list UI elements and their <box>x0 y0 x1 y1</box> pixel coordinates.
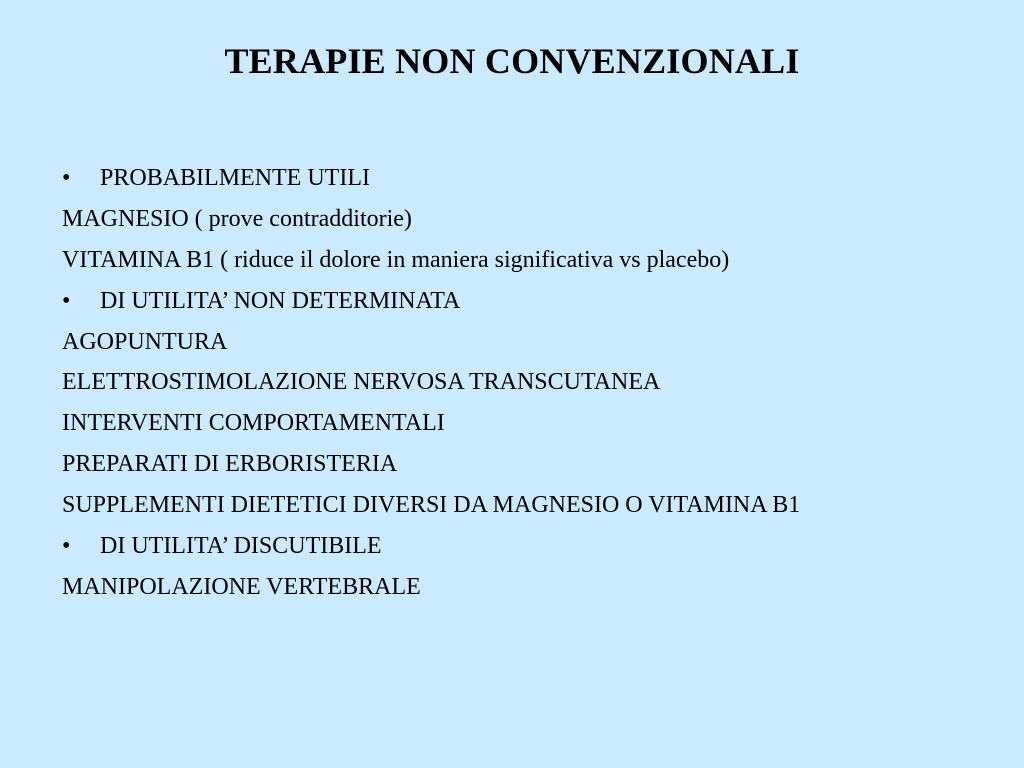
text-line-magnesio: MAGNESIO ( prove contradditorie) <box>62 205 412 232</box>
bullet-icon: • <box>62 287 71 314</box>
bullet-text: DI UTILITA’ DISCUTIBILE <box>100 533 382 560</box>
bullet-item-utilita-non-determinata <box>62 281 1002 322</box>
slide-body <box>62 158 1002 608</box>
text-line-manipolazione-vertebrale: MANIPOLAZIONE VERTEBRALE <box>62 573 421 600</box>
bullet-item-probabilmente-utili <box>62 158 1002 199</box>
bullet-text: PROBABILMENTE UTILI <box>100 165 370 191</box>
bullet-icon: • <box>62 165 71 191</box>
text-line-supplementi-dietetici: SUPPLEMENTI DIETETICI DIVERSI DA MAGNESIO O VITAMINA B1 <box>62 492 801 519</box>
text-line-elettrostimolazione: ELETTROSTIMOLAZIONE NERVOSA TRANSCUTANEA <box>62 369 661 396</box>
text-line-agopuntura: AGOPUNTURA <box>62 328 228 355</box>
bullet-icon: • <box>62 533 71 560</box>
text-line-interventi-comportamentali: INTERVENTI COMPORTAMENTALI <box>62 410 445 437</box>
text-line-vitamina-b1: VITAMINA B1 ( riduce il dolore in maniera significativa vs placebo) <box>62 246 730 273</box>
slide-title: TERAPIE NON CONVENZIONALI <box>224 41 800 81</box>
bullet-item-utilita-discutibile <box>62 526 1002 567</box>
bullet-text: DI UTILITA’ NON DETERMINATA <box>100 287 461 314</box>
text-line-preparati-erboristeria: PREPARATI DI ERBORISTERIA <box>62 451 398 478</box>
